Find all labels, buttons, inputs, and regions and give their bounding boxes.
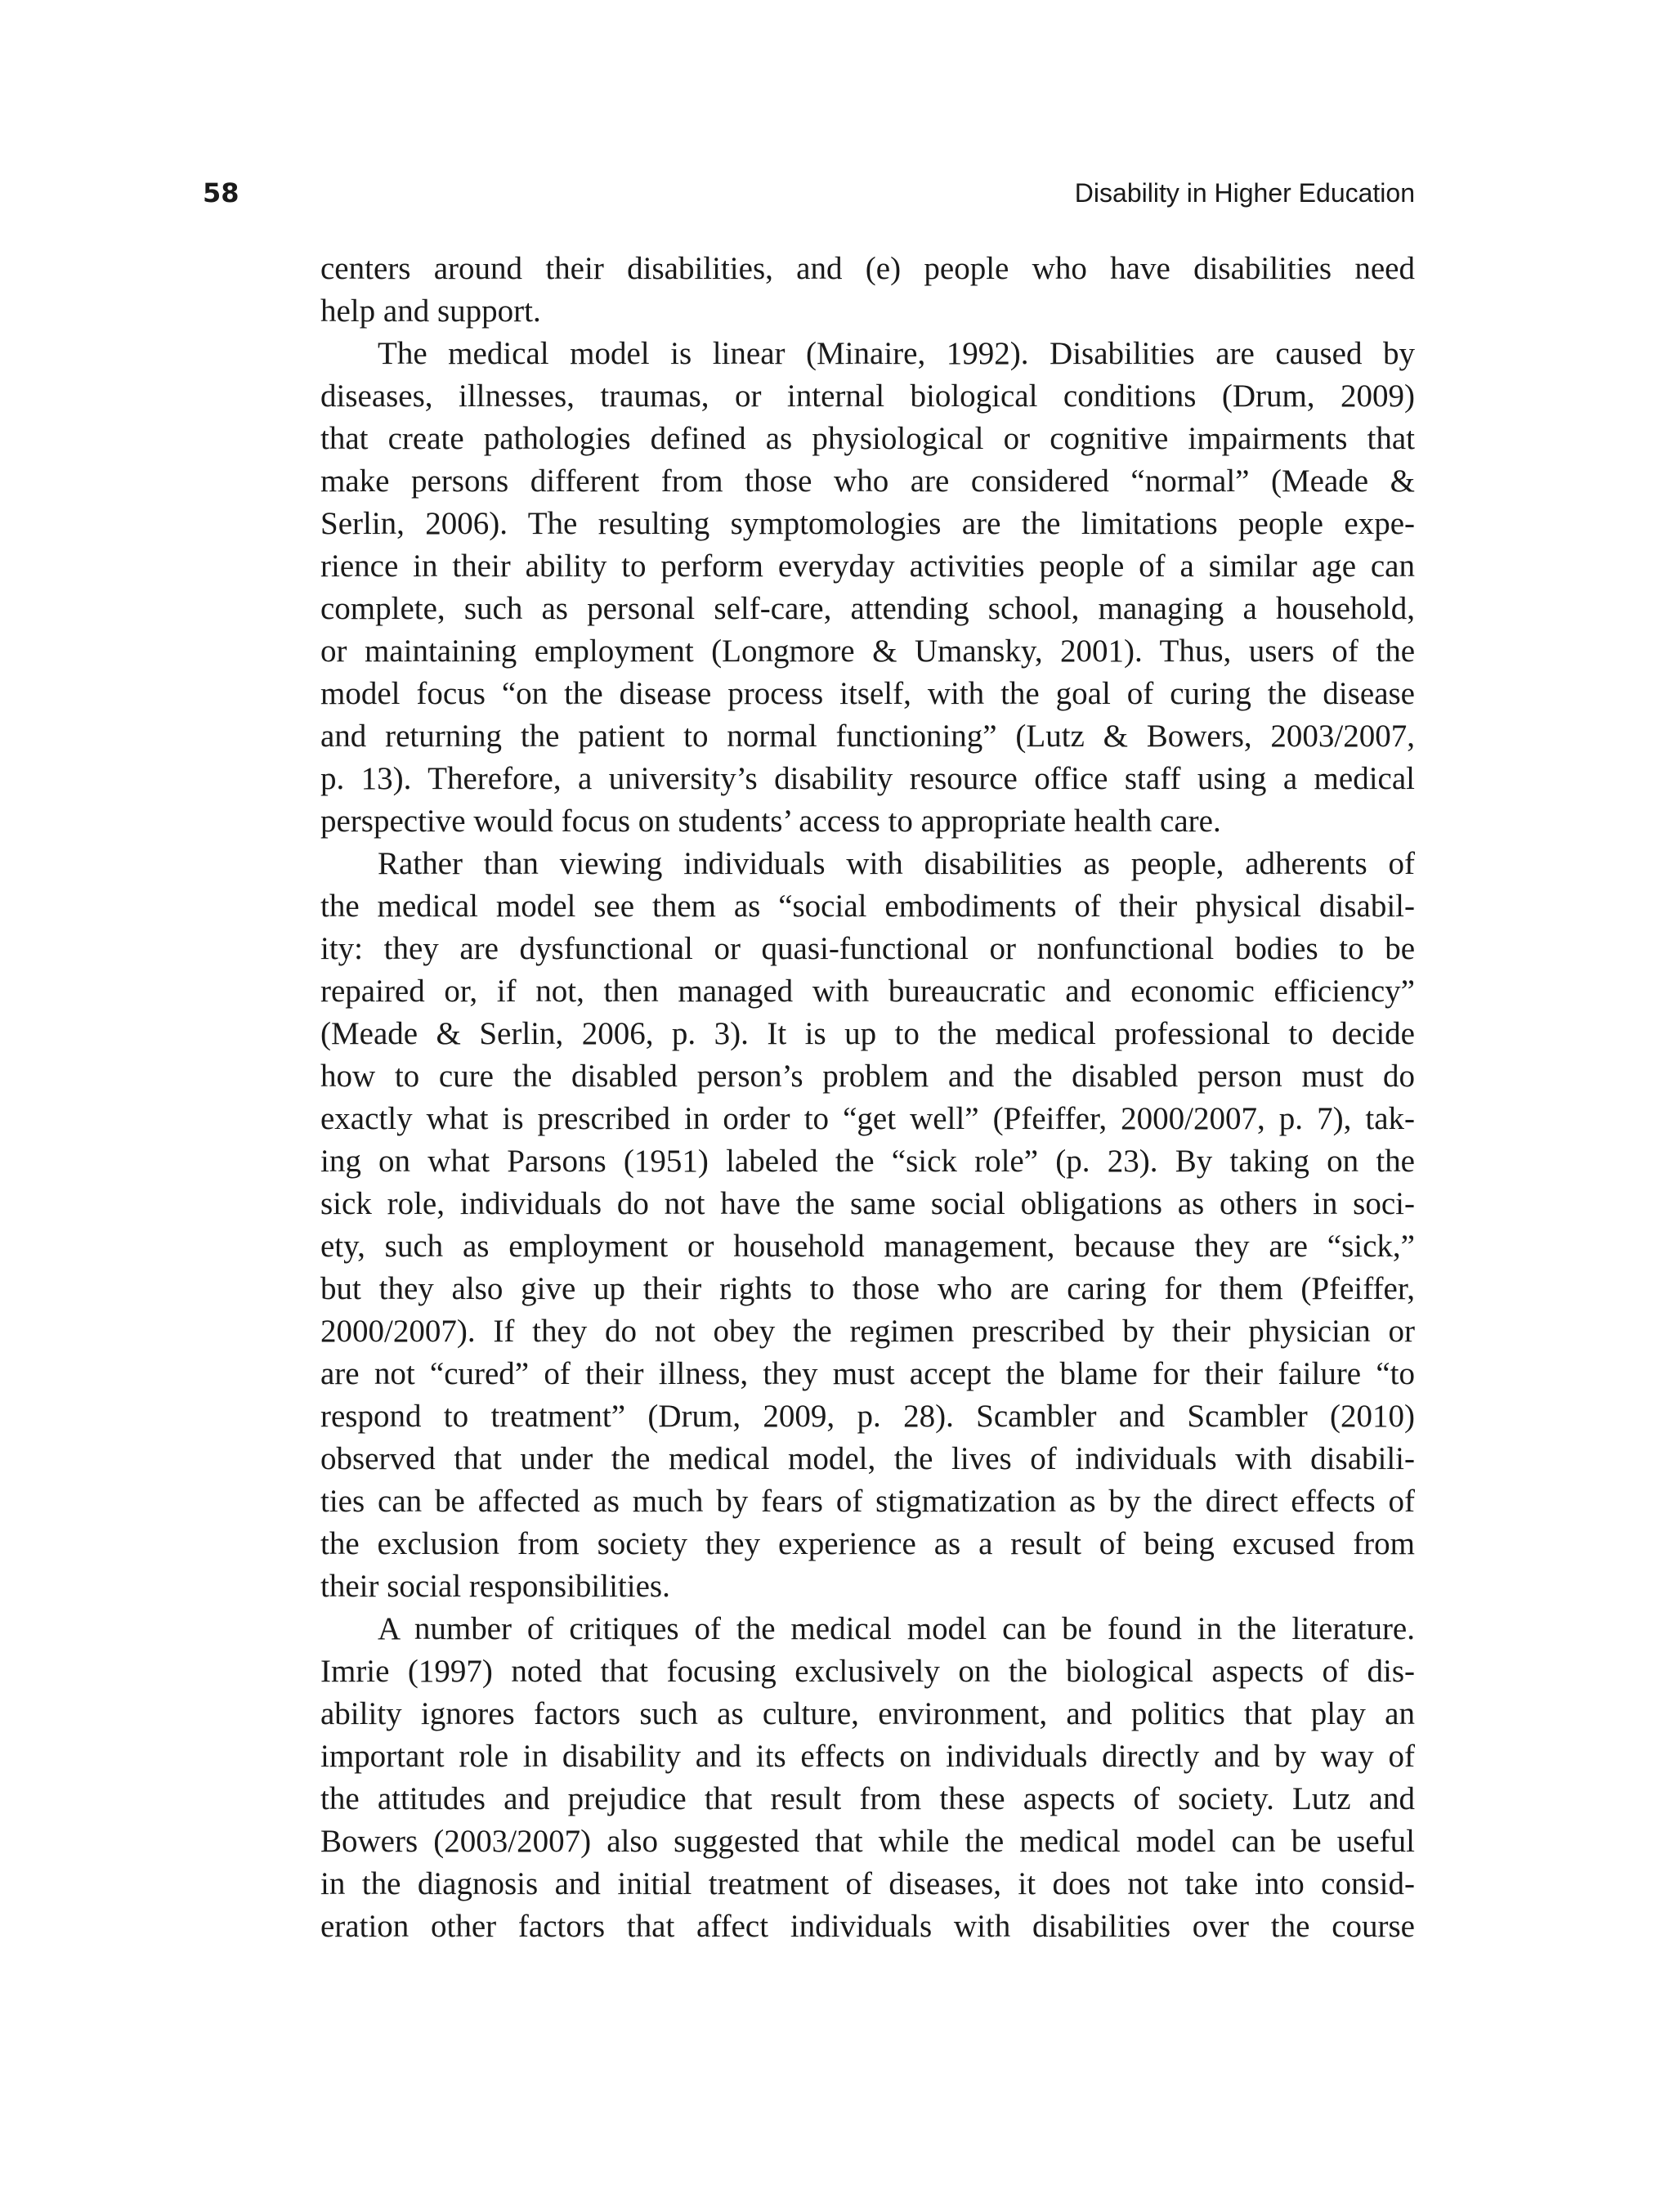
paragraph-line: Rather than viewing individuals with disabilities as people, adherents of	[378, 846, 1415, 881]
paragraph-line: that create pathologies defined as physiological or cognitive impairments that	[320, 421, 1415, 456]
paragraph-line: the medical model see them as “social embodiments of their physical disabil-	[320, 889, 1415, 924]
body-text	[320, 248, 1415, 1948]
paragraph-line: ity: they are dysfunctional or quasi-functional or nonfunctional bodies to be	[320, 931, 1415, 966]
paragraph-line: sick role, individuals do not have the same social obligations as others in soci-	[320, 1186, 1415, 1221]
paragraph-line: in the diagnosis and initial treatment of diseases, it does not take into consid-	[320, 1866, 1415, 1901]
paragraph-line: important role in disability and its effects on individuals directly and by way of	[320, 1739, 1415, 1774]
paragraph-line: make persons different from those who are considered “normal” (Meade &	[320, 463, 1415, 499]
paragraph-line: The medical model is linear (Minaire, 1992). Disabilities are caused by	[378, 336, 1415, 371]
paragraph-line: Imrie (1997) noted that focusing exclusively on the biological aspects of dis-	[320, 1654, 1415, 1689]
paragraph-line: the attitudes and prejudice that result from these aspects of society. Lutz and	[320, 1781, 1415, 1816]
paragraph-line: p. 13). Therefore, a university’s disability resource office staff using a medical	[320, 761, 1415, 796]
paragraph-line: ties can be affected as much by fears of stigmatization as by the direct effects of	[320, 1484, 1415, 1519]
paragraph-line: centers around their disabilities, and (e) people who have disabilities need	[320, 251, 1415, 286]
paragraph-line: are not “cured” of their illness, they must accept the blame for their failure “to	[320, 1356, 1415, 1391]
paragraph-line: diseases, illnesses, traumas, or internal biological conditions (Drum, 2009)	[320, 378, 1415, 414]
paragraph-line: ability ignores factors such as culture, environment, and politics that play an	[320, 1696, 1415, 1731]
paragraph-line: how to cure the disabled person’s problem and the disabled person must do	[320, 1059, 1415, 1094]
page-number: 58	[203, 177, 239, 208]
paragraph-line: observed that under the medical model, the lives of individuals with disabili-	[320, 1441, 1415, 1476]
running-head: Disability in Higher Education	[1074, 178, 1415, 208]
paragraph-line: or maintaining employment (Longmore & Umansky, 2001). Thus, users of the	[320, 634, 1415, 669]
paragraph-line: ety, such as employment or household management, because they are “sick,”	[320, 1229, 1415, 1264]
paragraph-line: model focus “on the disease process itself, with the goal of curing the disease	[320, 676, 1415, 711]
paragraph-line: eration other factors that affect individuals with disabilities over the course	[320, 1909, 1415, 1944]
paragraph-line: Serlin, 2006). The resulting symptomologies are the limitations people expe-	[320, 506, 1415, 541]
paragraph-line: respond to treatment” (Drum, 2009, p. 28). Scambler and Scambler (2010)	[320, 1399, 1415, 1434]
paragraph-line: Bowers (2003/2007) also suggested that while the medical model can be useful	[320, 1824, 1415, 1859]
paragraph-line: (Meade & Serlin, 2006, p. 3). It is up to the medical professional to decide	[320, 1016, 1415, 1051]
paragraph-line: perspective would focus on students’ access to appropriate health care.	[320, 804, 1221, 839]
paragraph-line: the exclusion from society they experience as a result of being excused from	[320, 1526, 1415, 1561]
paragraph-line: their social responsibilities.	[320, 1569, 670, 1604]
paragraph-line: complete, such as personal self-care, attending school, managing a household,	[320, 591, 1415, 626]
paragraph-line: rience in their ability to perform everyday activities people of a similar age can	[320, 549, 1415, 584]
paragraph-line: help and support.	[320, 293, 541, 329]
paragraph-line: exactly what is prescribed in order to “get well” (Pfeiffer, 2000/2007, p. 7), tak-	[320, 1101, 1415, 1136]
paragraph-line: and returning the patient to normal functioning” (Lutz & Bowers, 2003/2007,	[320, 719, 1415, 754]
paragraph-line: repaired or, if not, then managed with bureaucratic and economic efficiency”	[320, 974, 1415, 1009]
paragraph-line: but they also give up their rights to those who are caring for them (Pfeiffer,	[320, 1271, 1415, 1306]
paragraph-line: 2000/2007). If they do not obey the regimen prescribed by their physician or	[320, 1314, 1415, 1349]
paragraph-line: ing on what Parsons (1951) labeled the “sick role” (p. 23). By taking on the	[320, 1144, 1415, 1179]
paragraph-line: A number of critiques of the medical model can be found in the literature.	[378, 1611, 1415, 1646]
